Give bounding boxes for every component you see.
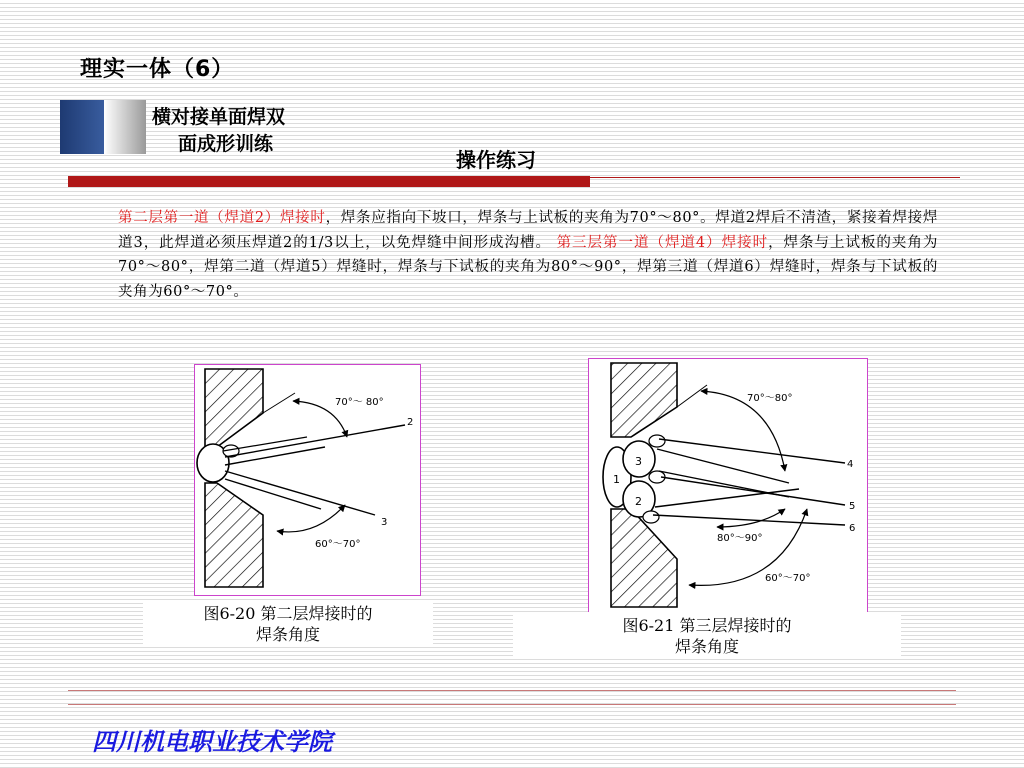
- angle-label-mid: 80°～90°: [717, 533, 763, 544]
- electrode-label-3: 3: [381, 517, 388, 528]
- angle-label-bottom: 60°～70°: [315, 539, 361, 550]
- angle-arc-mid: [717, 509, 785, 527]
- title-decoration-blue: [60, 100, 106, 154]
- angle-label-top: 70°～80°: [747, 393, 793, 404]
- body-text-1: ，焊条应指向下坡口，焊条与上试板的夹角为70°～80°。焊道2焊后不清渣，紧接着焊接焊道3，此焊道必须压焊道2的1/3以上，以免焊缝中间形成沟槽。: [118, 210, 938, 251]
- lower-plate: [611, 509, 677, 607]
- subtitle-line-2: 面成形训练: [178, 133, 274, 155]
- bead-label-2: 2: [635, 495, 642, 508]
- subtitle-line-1: 横对接单面焊双: [152, 106, 286, 128]
- header-divider-line: [590, 177, 960, 178]
- bead-label-3: 3: [635, 455, 642, 468]
- bead-label-1: 1: [613, 473, 620, 486]
- figure-1-caption: [143, 600, 433, 644]
- upper-plate: [205, 369, 263, 447]
- electrode-2: [225, 425, 405, 457]
- figure-2-diagram: [589, 359, 866, 611]
- electrode-5: [661, 477, 845, 505]
- subtitle: [152, 104, 342, 158]
- lower-plate: [205, 483, 263, 587]
- electrode-label-2: 2: [407, 417, 414, 428]
- body-text-2: ，焊条与上试板的夹角为70°～80°，焊第二道（焊道5）焊缝时，焊条与下试板的夹角为80°～90°，焊第三道（焊道6）焊缝时，焊条与下试板的夹角为60°～70°。: [118, 234, 938, 300]
- section-label: 操作练习: [456, 148, 536, 172]
- body-paragraph: [118, 206, 938, 304]
- figure-2-caption-line-2: 焊条角度: [674, 637, 739, 656]
- electrode-label-6: 6: [849, 523, 856, 534]
- slide-title: 理实一体（6）: [80, 57, 235, 82]
- header-divider-bar: [68, 176, 590, 187]
- electrode-label-4: 4: [847, 459, 854, 470]
- angle-label-top: 70°～ 80°: [335, 397, 384, 408]
- body-highlight-1: 第二层第一道（焊道2）焊接时: [118, 210, 326, 226]
- title-decoration-gradient: [104, 100, 146, 154]
- upper-plate: [611, 363, 677, 437]
- body-highlight-2: 第三层第一道（焊道4）焊接时: [556, 234, 769, 251]
- electrode-4: [659, 439, 845, 463]
- figure-1-caption-line-1: 图6-20 第二层焊接时的: [203, 604, 373, 623]
- figure-1-caption-line-2: 焊条角度: [255, 625, 320, 644]
- figure-1: [194, 364, 421, 596]
- figure-2-caption: [513, 612, 901, 658]
- angle-label-bottom: 60°～70°: [765, 573, 811, 584]
- figure-2-caption-line-1: 图6-21 第三层焊接时的: [622, 616, 792, 635]
- electrode-label-5: 5: [849, 501, 856, 512]
- angle-arc-bottom: [277, 505, 345, 532]
- figure-1-diagram: [195, 365, 419, 594]
- footer-divider-top: [68, 690, 956, 691]
- footer-school-name: 四川机电职业技术学院: [92, 728, 332, 756]
- footer-divider-bottom: [68, 704, 956, 705]
- figure-2: [588, 358, 868, 613]
